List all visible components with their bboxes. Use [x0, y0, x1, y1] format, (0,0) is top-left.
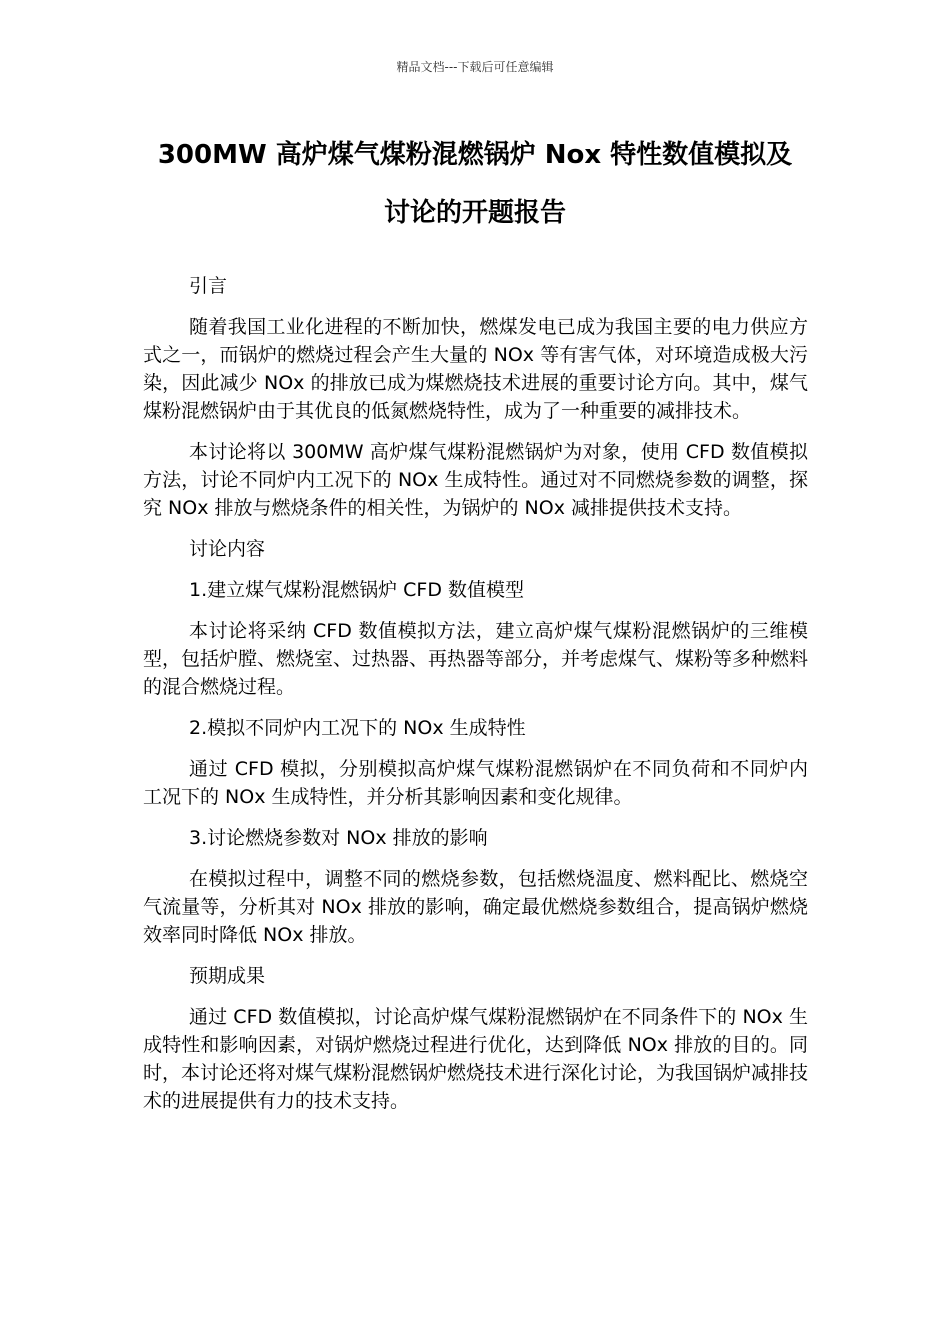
item-2-heading: 2.模拟不同炉内工况下的 NOx 生成特性 [189, 717, 526, 739]
section-heading-content: 讨论内容 [189, 538, 266, 560]
document-title-line-1: 300MW 高炉煤气煤粉混燃锅炉 Nox 特性数值模拟及 [157, 140, 793, 170]
intro-paragraph-1: 随着我国工业化进程的不断加快，燃煤发电已成为我国主要的电力供应方式之一，而锅炉的燃烧过程会产生大量的 NOx 等有害气体，对环境造成极大污染，因此减少 NOx 的排放已成为煤燃烧技术进展的重要讨论方向。其中，煤气煤粉混燃锅炉由于其优良的低氮燃烧特性，成为了一种重要的减排技术。 [143, 316, 808, 422]
item-3-heading: 3.讨论燃烧参数对 NOx 排放的影响 [189, 827, 488, 849]
header-note: 精品文档---下载后可任意编辑 [396, 60, 554, 74]
section-heading-results: 预期成果 [189, 965, 266, 987]
item-3-paragraph: 在模拟过程中，调整不同的燃烧参数，包括燃烧温度、燃料配比、燃烧空气流量等，分析其对 NOx 排放的影响，确定最优燃烧参数组合，提高锅炉燃烧效率同时降低 NOx 排放。 [143, 868, 808, 946]
section-heading-intro: 引言 [189, 275, 228, 297]
document-title-line-2: 讨论的开题报告 [383, 198, 566, 228]
results-paragraph: 通过 CFD 数值模拟，讨论高炉煤气煤粉混燃锅炉在不同条件下的 NOx 生成特性和影响因素，对锅炉燃烧过程进行优化，达到降低 NOx 排放的目的。同时，本讨论还将对煤气煤粉混燃锅炉燃烧技术进行深化讨论，为我国锅炉减排技术的进展提供有力的技术支持。 [143, 1006, 809, 1112]
document-body [143, 272, 808, 1128]
item-2-paragraph: 通过 CFD 模拟，分别模拟高炉煤气煤粉混燃锅炉在不同负荷和不同炉内工况下的 NOx 生成特性，并分析其影响因素和变化规律。 [143, 758, 808, 808]
intro-paragraph-2: 本讨论将以 300MW 高炉煤气煤粉混燃锅炉为对象，使用 CFD 数值模拟方法，讨论不同炉内工况下的 NOx 生成特性。通过对不同燃烧参数的调整，探究 NOx 排放与燃烧条件的相关性，为锅炉的 NOx 减排提供技术支持。 [143, 441, 808, 519]
item-1-paragraph: 本讨论将采纳 CFD 数值模拟方法，建立高炉煤气煤粉混燃锅炉的三维模型，包括炉膛、燃烧室、过热器、再热器等部分，并考虑煤气、煤粉等多种燃料的混合燃烧过程。 [143, 620, 809, 698]
item-1-heading: 1.建立煤气煤粉混燃锅炉 CFD 数值模型 [189, 579, 525, 601]
